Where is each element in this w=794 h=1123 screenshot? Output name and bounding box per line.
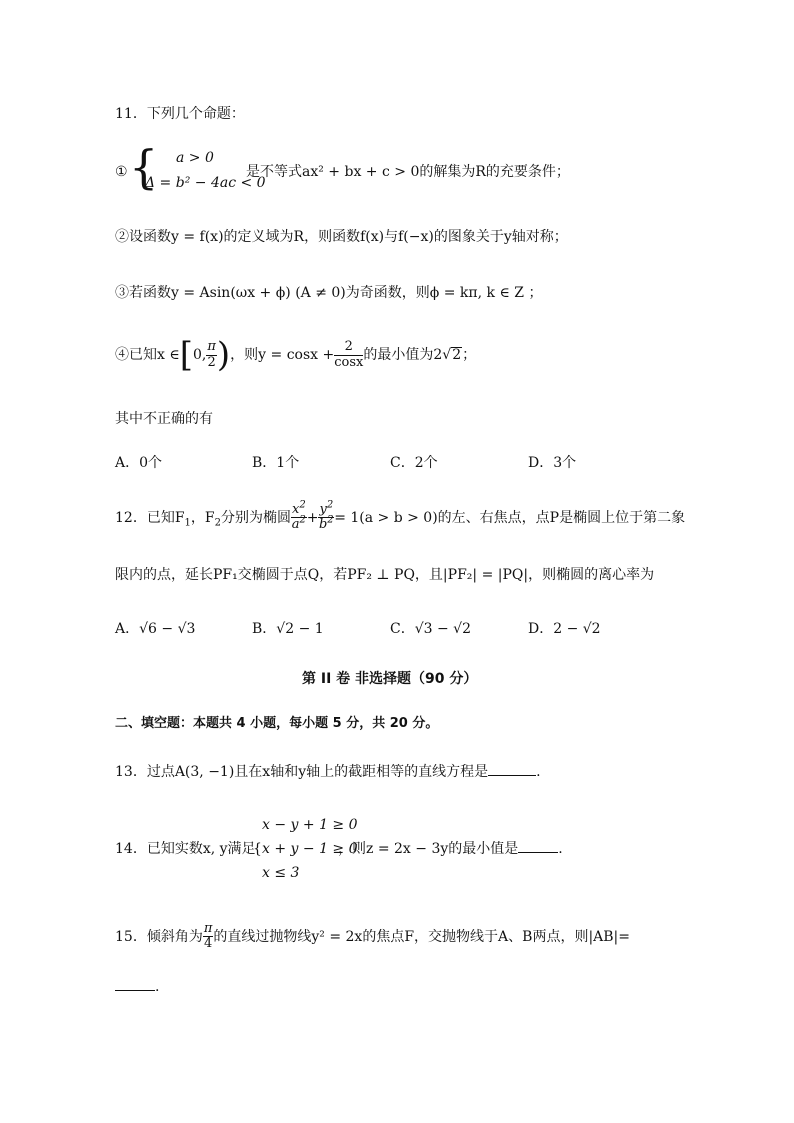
right-paren-icon: ) [216, 335, 231, 375]
q11-conclusion: 其中不正确的有 [115, 411, 213, 427]
q12-text-d: = 1(a > b > 0)的左、右焦点，点P是椭圆上位于第二象 [334, 509, 686, 526]
q11-p2-mark: ② [115, 229, 129, 245]
q14-suffix: ，则z = 2x − 3y的最小值是 [338, 841, 519, 857]
q11-p4-suffix: 的最小值为2 [363, 347, 443, 363]
q15-fraction [203, 922, 214, 952]
fill-in-section-heading: 二、填空题：本题共 4 小题，每小题 5 分，共 20 分。 [115, 716, 439, 731]
q11-option-a: A．0个 [115, 455, 163, 471]
left-bracket-icon: [ [179, 335, 193, 375]
q14-end: . [558, 841, 563, 857]
q12-fraction-y: $\frac{y^2}{b^2}$ [318, 499, 334, 533]
q14-prefix: 14．已知实数x, y满足 [115, 841, 256, 857]
q15-suffix: 的直线过抛物线y² = 2x的焦点F，交抛物线于A、B两点，则|AB|= [213, 928, 631, 945]
q12-option-d: D．2 − √2 [528, 621, 601, 637]
q11-proposition-3 [115, 286, 542, 300]
q11-option-c: C．2个 [390, 455, 438, 471]
q15-end: . [155, 979, 160, 995]
q11-p3-text: 若函数y = Asin(ωx + ϕ) (A ≠ 0)为奇函数，则ϕ = kπ, k ∈ Z ； [129, 285, 543, 301]
q11-proposition-4: ④已知x ∈[0, $\frac{\pi}{2}$ )，则y = cosx + $\frac{2}{\cos x}$ 的最小值为2√2； [115, 335, 477, 375]
q11-proposition-2 [115, 230, 568, 244]
q11-p1-cond1: a > 0 [176, 150, 214, 166]
q14-answer-blank[interactable] [518, 852, 558, 853]
q14-constraint-2: x + y − 1 ≥ 0 [262, 841, 358, 857]
fraction-denominator: 2 [207, 354, 216, 370]
q11-p4-mid: ，则y = cosx + [230, 347, 335, 363]
q13-end: . [536, 764, 541, 780]
q12-option-b: B．√2 − 1 [252, 621, 324, 637]
q11-p1-cond2: Δ = b² − 4ac < 0 [145, 175, 266, 191]
q14-suffix-line [338, 842, 563, 856]
q11-p2-text: 设函数y = f(x)的定义域为R，则函数f(x)与f(−x)的图象关于y轴对称； [129, 229, 568, 245]
q11-p3-mark: ③ [115, 285, 129, 301]
fraction-numerator: π [203, 921, 213, 936]
q12-option-a: A．√6 − √3 [115, 621, 196, 637]
q15-prefix: 15．倾斜角为 [115, 928, 203, 945]
brace-icon: { [129, 140, 159, 194]
q11-p4-sqrt: 2 [452, 347, 462, 363]
q11-p4-interval-fraction [206, 340, 217, 370]
q11-p4-mark: ④ [115, 347, 129, 363]
q15-answer-line [115, 980, 159, 994]
q12-text-a: 12．已知F [115, 509, 185, 526]
q12-line-2: 限内的点，延长PF₁交椭圆于点Q，若PF₂ ⊥ PQ，且|PF₂| = |PQ|，则椭圆的离心率为 [115, 567, 655, 583]
fraction-denominator: 4 [203, 936, 213, 952]
q12-text-c: 分别为椭圆 [221, 509, 291, 526]
fraction-numerator: π [207, 339, 216, 355]
q15 [115, 922, 630, 952]
q11-p4-end: ； [462, 347, 477, 363]
part-2-heading: 第 II 卷 非选择题（90 分） [302, 671, 478, 687]
q12-option-c: C．√3 − √2 [390, 621, 471, 637]
q11-p4-prefix: 已知x ∈ [129, 347, 180, 363]
fraction-numerator: 2 [334, 340, 363, 355]
q12-text-b: ，F [190, 509, 215, 526]
q11-option-d: D．3个 [528, 455, 577, 471]
system-brace-icon: { [253, 841, 262, 857]
q11-p1-text: 是不等式ax² + bx + c > 0的解集为R的充要条件； [246, 164, 570, 180]
q13-text: 13．过点A(3, −1)且在x轴和y轴上的截距相等的直线方程是 [115, 764, 489, 780]
q12-line-1: 12．已知$F_1$，$F_2$分别为椭圆 $\frac{x^2}{a^2}$ + $\frac{y^2}{b^2}$ = 1(a > b > 0)的左、右焦点，点P是椭圆上位于第二象 [115, 499, 686, 533]
q11-option-b: B．1个 [252, 455, 300, 471]
q14-constraint-3: x ≤ 3 [262, 865, 300, 881]
q14-constraint-1: x − y + 1 ≥ 0 [262, 817, 358, 833]
q11-p4-fraction [334, 340, 363, 370]
q11-p1-mark: ① [115, 164, 128, 180]
q13 [115, 765, 541, 779]
q11-stem: 11．下列几个命题： [115, 106, 245, 122]
q12-fraction-x: $\frac{x^2}{a^2}$ [291, 499, 306, 533]
fraction-denominator: cosx [334, 354, 364, 370]
q15-answer-blank[interactable] [115, 990, 155, 991]
q13-answer-blank[interactable] [488, 775, 536, 776]
